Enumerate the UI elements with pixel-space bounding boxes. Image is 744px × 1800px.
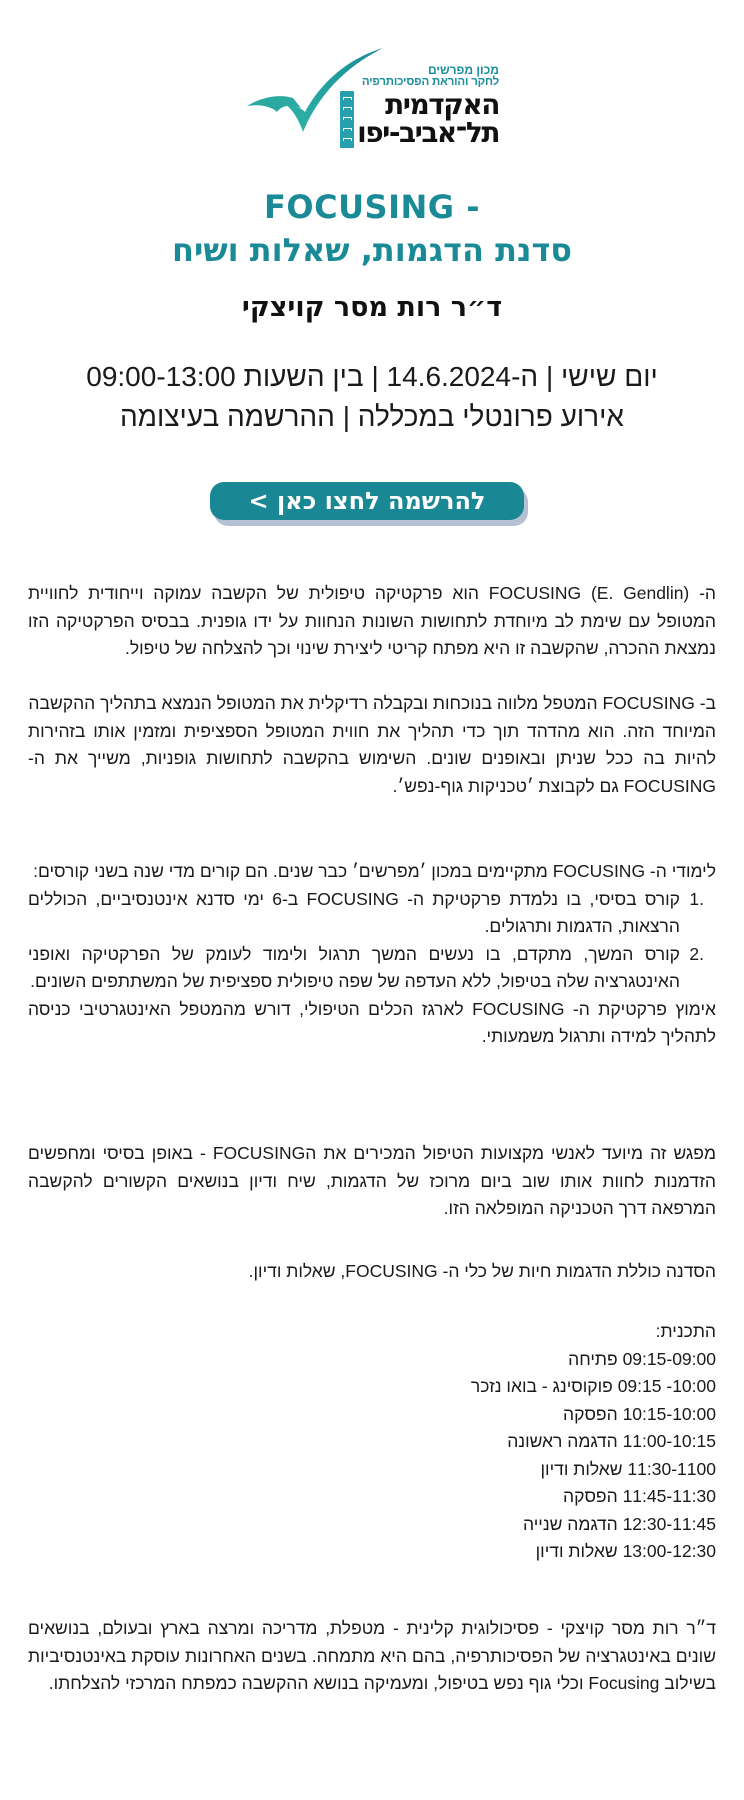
audience-paragraph [28,1140,716,1223]
speaker-bio [28,1615,716,1698]
schedule-item [28,1401,716,1429]
workshop-summary [28,1258,716,1286]
logo-college-city: תל־אביב-יפו [357,115,499,149]
schedule-time: 11:45-11:30 [622,1486,716,1506]
courses-paragraph [28,858,716,1051]
intro-paragraph [28,580,716,663]
schedule-title: התכנית: [655,1321,716,1341]
schedule-item [28,1373,716,1401]
title-english: FOCUSING - [264,188,480,226]
list-item [28,941,716,996]
college-emblem-icon [340,91,354,148]
schedule-time: 12:30-11:45 [622,1513,716,1534]
logo-institute-subtitle: לחקר והוראת הפסיכותרפיה [361,76,499,88]
page-title [0,186,744,272]
schedule-activity: הדגמה ראשונה [507,1431,618,1451]
schedule-activity: פוקוסינג - בואו נזכר [470,1376,613,1396]
courses-outro: אימוץ פרקטיקת ה- FOCUSING לארגז הכלים הטיפולי, דורש מהמטפל האינטגרטיבי כניסה לתהליך למידה ותרגול משמעותי. [28,998,716,1046]
logo-text [340,64,499,148]
workshop-summary-text: הסדנה כוללת הדגמות חיות של כלי ה- FOCUSING, שאלות ודיון. [248,1261,716,1281]
list-number: 2. [689,943,704,964]
schedule-activity: שאלות ודיון [535,1541,618,1561]
speaker-name: ד״ר רות מסר קויצקי [241,292,503,323]
event-date-time: יום שישי | ה-14.6.2024 | בין השעות 09:00-13:00 [86,361,658,392]
schedule-time: 09:15-09:00 [622,1348,716,1369]
schedule-item [28,1483,716,1511]
course-description: קורס בסיסי, בו נלמדת פרקטיקת ה- FOCUSING ב-6 ימי סדנא אינטנסיביים, הכוללים הרצאות, הדגמות ותרגולים. [28,888,680,936]
schedule-activity: הפסקה [563,1403,618,1424]
schedule-activity: הפסקה [563,1486,618,1506]
register-button-wrap [210,482,528,526]
logo-college-name: האקדמית [385,87,499,121]
schedule-time: 11:30-1100 [627,1458,716,1479]
therapist-paragraph-line2: המיוחד הזה. הוא מהדהד תוך כדי תהליך את חווית המטופל הספציפית ומזמין אותו בזהירות להיות בה ככל שניתן ובאופנים שונים. השימוש בהקשבה לתחושות גופניות, משייך את ה- FOCUSING גם לקבוצת ׳טכניקות גוף-נפש׳. [28,720,716,796]
courses-intro: לימודי ה- FOCUSING מתקיימים במכון ׳מפרשים׳ כבר שנים. הם קורים מדי שנה בשני קורסים: [33,861,716,881]
therapist-paragraph-line1: ב- FOCUSING המטפל מלווה בנוכחות ובקבלה רדיקלית את המטופל הנמצא בתהליך ההקשבה [28,693,716,713]
list-number: 1. [689,888,704,909]
schedule-item [28,1456,716,1484]
schedule [28,1318,716,1566]
audience-text: מפגש זה מיועד לאנשי מקצועות הטיפול המכירים את הFOCUSING - באופן בסיסי ומחפשים הזדמנות לחוות אותו שוב ביום מרוכז של הדגמות, שיח ודיון בנושאים הקשורים להקשבה המרפאה דרך הטכניקה המופלאה הזו. [28,1143,716,1218]
schedule-time: 11:00-10:15 [622,1431,716,1451]
schedule-activity: פתיחה [568,1348,618,1369]
event-format: אירוע פרונטלי במכללה | ההרשמה בעיצומה [120,401,624,432]
therapist-paragraph [28,690,716,800]
register-button[interactable]: להרשמה לחצו כאן > [210,482,524,520]
schedule-time: 13:00-12:30 [622,1541,716,1561]
schedule-item [28,1428,716,1456]
logo-institute-name: מכון מפרשים [427,63,499,77]
institute-logo[interactable] [245,48,505,158]
course-description: קורס המשך, מתקדם, בו נעשים המשך תרגול ולימוד לעומק של הפרקטיקה ואופני האינטגרציה שלה בטיפול, ללא העדפה של שפה טיפולית ספציפית של המשתתפים השונים. [28,943,680,991]
event-details [0,357,744,437]
schedule-time: 10:00- 09:15 [617,1376,716,1396]
schedule-activity: הדגמה שנייה [522,1513,618,1534]
schedule-item [28,1346,716,1374]
schedule-list [28,1346,716,1566]
schedule-activity: שאלות ודיון [540,1458,623,1479]
focusing-definition: ה- FOCUSING (E. Gendlin) הוא פרקטיקה טיפולית של הקשבה עמוקה וייחודית לחוויית המטופל עם שימת לב מיוחדת לתחושות השונות הנחוות על ידו גופנית. בבסיס הפרקטיקה הזו נמצאת ההכרה, שהקשבה זו היא מפתח קריטי ליצירת שינוי וכך להצלחה של טיפול. [28,583,716,658]
schedule-item [28,1511,716,1539]
speaker-bio-text: ד״ר רות מסר קויצקי - פסיכולוגית קלינית - מטפלת, מדריכה ומרצה בארץ ובעולם, בנושאים שונים באינטגרציה של הפסיכותרפיה, בהם היא מתמחה. בשנים האחרונות עוסקת באינטנסיביות בשילוב Focusing וכלי גוף נפש בטיפול, ומעמיקה בנושא ההקשבה כמפתח המרכזי להצלחתו. [28,1618,716,1693]
schedule-item [28,1538,716,1566]
schedule-time: 10:15-10:00 [622,1403,716,1424]
course-list [28,886,716,996]
list-item [28,886,716,941]
title-hebrew: סדנת הדגמות, שאלות ושיח [171,231,572,269]
